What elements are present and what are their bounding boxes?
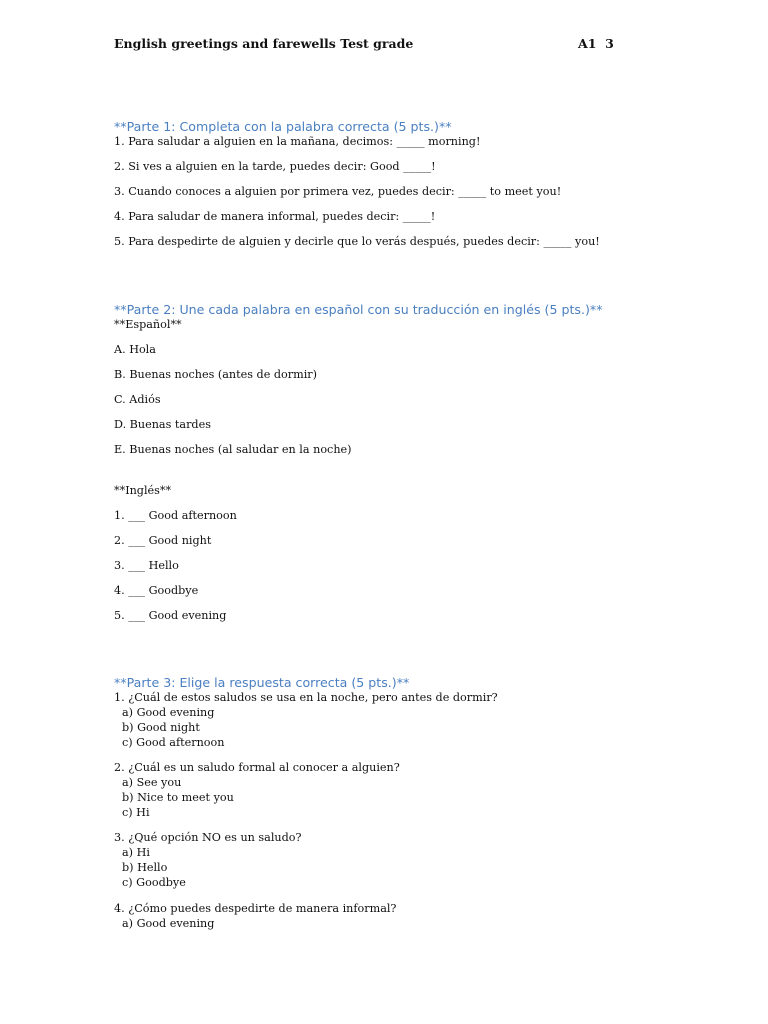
spanish-label: **Español**	[114, 318, 182, 331]
answer-option: c) Goodbye	[122, 876, 186, 889]
spanish-item: B. Buenas noches (antes de dormir)	[114, 368, 318, 381]
spanish-item: E. Buenas noches (al saludar en la noche)	[114, 443, 352, 456]
part3-question: 3. ¿Qué opción NO es un saludo?	[114, 831, 302, 844]
english-item: 1. ___ Good afternoon	[114, 509, 237, 522]
english-item: 2. ___ Good night	[114, 534, 212, 547]
answer-option: b) Nice to meet you	[122, 791, 234, 804]
answer-option: a) Good evening	[122, 706, 215, 719]
part1-item: 2. Si ves a alguien en la tarde, puedes decir: Good _____!	[114, 160, 436, 173]
part3-heading: **Parte 3: Elige la respuesta correcta (5 pts.)**	[114, 675, 410, 690]
spanish-item: A. Hola	[114, 343, 156, 356]
answer-option: b) Good night	[122, 721, 200, 734]
english-item: 5. ___ Good evening	[114, 609, 227, 622]
english-label: **Inglés**	[114, 484, 172, 497]
english-item: 3. ___ Hello	[114, 559, 179, 572]
answer-option: c) Hi	[122, 806, 150, 819]
document-title: English greetings and farewells Test grade	[114, 36, 414, 51]
part3-question: 4. ¿Cómo puedes despedirte de manera informal?	[114, 902, 397, 915]
answer-option: b) Hello	[122, 861, 168, 874]
answer-option: c) Good afternoon	[122, 736, 225, 749]
english-item: 4. ___ Goodbye	[114, 584, 199, 597]
spanish-item: D. Buenas tardes	[114, 418, 211, 431]
part1-heading: **Parte 1: Completa con la palabra correcta (5 pts.)**	[114, 119, 452, 134]
part1-item: 3. Cuando conoces a alguien por primera vez, puedes decir: _____ to meet you!	[114, 185, 562, 198]
answer-option: a) Good evening	[122, 917, 215, 930]
part3-question: 2. ¿Cuál es un saludo formal al conocer a alguien?	[114, 761, 400, 774]
part1-item: 1. Para saludar a alguien en la mañana, decimos: _____ morning!	[114, 135, 481, 148]
part1-item: 4. Para saludar de manera informal, puedes decir: _____!	[114, 210, 436, 223]
part2-heading: **Parte 2: Une cada palabra en español con su traducción en inglés (5 pts.)**	[114, 302, 603, 317]
spanish-item: C. Adiós	[114, 393, 161, 406]
part3-question: 1. ¿Cuál de estos saludos se usa en la noche, pero antes de dormir?	[114, 691, 498, 704]
answer-option: a) Hi	[122, 846, 150, 859]
answer-option: a) See you	[122, 776, 182, 789]
level-grade: A1 3	[578, 36, 614, 51]
part1-item: 5. Para despedirte de alguien y decirle que lo verás después, puedes decir: _____ you!	[114, 235, 600, 248]
